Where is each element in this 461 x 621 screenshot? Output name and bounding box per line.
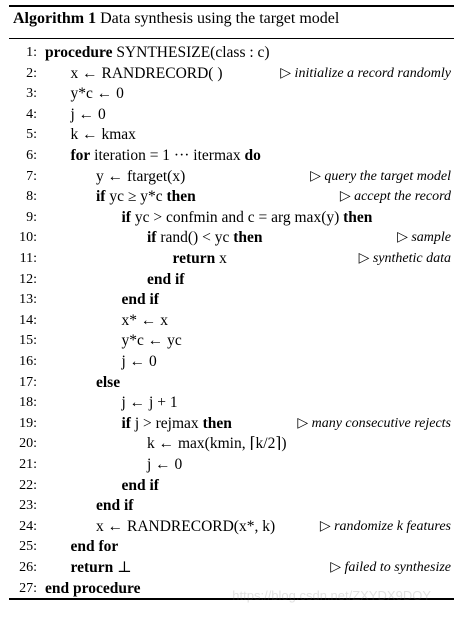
line-code: for iteration = 1 ··· itermax do: [70, 147, 261, 164]
line-code: x* ← x: [121, 311, 168, 329]
algorithm-line: [9, 249, 454, 269]
line-code: end for: [70, 538, 119, 556]
line-code: else: [96, 373, 121, 391]
line-number: 1:: [26, 45, 37, 60]
algorithm-box: [9, 5, 454, 600]
line-code: j ← 0: [70, 105, 106, 123]
algorithm-line: [9, 43, 454, 63]
algorithm-line: [9, 393, 454, 413]
line-code: j ← 0: [121, 353, 157, 370]
algorithm-line: [9, 373, 454, 393]
algorithm-caption: [13, 10, 339, 28]
line-code: k ← max(kmin, ⌈k/2⌉): [147, 435, 287, 453]
line-comment: ▷ failed to synthesize: [330, 560, 451, 575]
line-comment: ▷ accept the record: [339, 189, 451, 205]
line-code: j ← j + 1: [121, 394, 178, 412]
line-number: 18:: [19, 395, 37, 411]
algorithm-line: [9, 187, 454, 207]
line-number: 8:: [26, 189, 37, 205]
line-code: k ← kmax: [70, 126, 136, 144]
line-code: procedure SYNTHESIZE(class : c): [45, 44, 270, 61]
line-number: 16:: [19, 354, 37, 369]
line-number: 13:: [19, 292, 37, 308]
line-code: y*c ← yc: [121, 332, 182, 350]
algorithm-title: Data synthesis using the target model: [100, 10, 340, 27]
line-comment: ▷ randomize k features: [319, 518, 451, 534]
algorithm-line: [9, 558, 454, 578]
line-code: return x: [172, 250, 227, 267]
line-number: 10:: [19, 230, 37, 246]
line-number: 25:: [19, 539, 37, 555]
line-code: end if: [121, 291, 159, 309]
line-code: end if: [121, 476, 159, 494]
algorithm-line: [9, 311, 454, 331]
line-number: 7:: [26, 168, 37, 184]
algorithm-line: [9, 414, 454, 434]
line-number: 15:: [19, 333, 37, 349]
algorithm-line: [9, 208, 454, 228]
line-number: 5:: [26, 127, 37, 143]
line-code: if rand() < yc then: [147, 229, 263, 247]
algorithm-line: [9, 434, 454, 454]
line-code: return ⊥: [70, 559, 132, 576]
algorithm-line: [9, 125, 454, 145]
line-code: if yc > confmin and c = arg max(y) then: [121, 208, 373, 226]
line-number: 9:: [26, 209, 37, 225]
line-number: 11:: [19, 251, 37, 266]
line-number: 22:: [19, 477, 37, 493]
line-code: y ← ftarget(x): [96, 167, 186, 185]
line-number: 14:: [19, 312, 37, 328]
algorithm-line: [9, 105, 454, 125]
line-code: if yc ≥ y*c then: [96, 188, 196, 206]
algorithm-line: [9, 84, 454, 104]
top-rule: [9, 5, 454, 7]
line-code: end if: [96, 497, 134, 515]
algorithm-line: [9, 476, 454, 496]
algorithm-line: [9, 167, 454, 187]
algorithm-line: [9, 537, 454, 557]
algorithm-line: [9, 146, 454, 166]
line-number: 24:: [19, 518, 37, 534]
algorithm-label: Algorithm 1: [13, 10, 97, 27]
line-code: y*c ← 0: [70, 85, 124, 103]
watermark: https://blog.csdn.net/ZXYDX9DOY: [232, 588, 431, 603]
line-number: 2:: [26, 65, 37, 81]
line-comment: ▷ sample: [397, 230, 451, 246]
line-number: 21:: [19, 457, 37, 472]
caption-rule: [9, 38, 454, 39]
algorithm-line: [9, 228, 454, 248]
line-comment: ▷ many consecutive rejects: [297, 415, 451, 431]
line-number: 20:: [19, 436, 37, 452]
algorithm-line: [9, 352, 454, 372]
line-number: 3:: [26, 86, 37, 102]
line-code: end procedure: [45, 579, 141, 597]
line-comment: ▷ query the target model: [310, 168, 451, 184]
line-comment: ▷ initialize a record randomly: [280, 65, 451, 81]
line-number: 17:: [19, 374, 37, 390]
line-number: 26:: [19, 560, 37, 575]
line-number: 6:: [26, 148, 37, 163]
line-comment: ▷ synthetic data: [358, 251, 451, 266]
algorithm-line: [9, 64, 454, 84]
line-number: 27:: [19, 580, 37, 596]
algorithm-line: [9, 331, 454, 351]
line-code: j ← 0: [147, 456, 183, 473]
algorithm-line: [9, 496, 454, 516]
algorithm-line: [9, 290, 454, 310]
line-number: 19:: [19, 415, 37, 431]
algorithm-line: [9, 517, 454, 537]
line-code: x ← RANDRECORD(x*, k): [96, 517, 276, 535]
line-number: 12:: [19, 271, 37, 287]
line-number: 4:: [26, 106, 37, 122]
line-code: end if: [147, 270, 185, 288]
line-number: 23:: [19, 498, 37, 514]
line-code: x ← RANDRECORD( ): [70, 64, 223, 82]
line-code: if j > rejmax then: [121, 414, 232, 432]
algorithm-line: [9, 270, 454, 290]
algorithm-line: [9, 455, 454, 475]
